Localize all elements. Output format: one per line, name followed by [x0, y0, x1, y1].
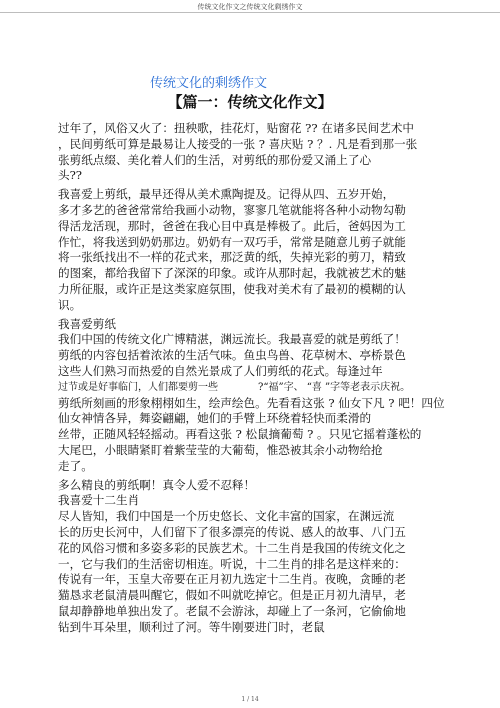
- body-line: 尽人皆知，我们中国是一个历史悠长、文化丰富的国家，在渊远流: [58, 509, 395, 524]
- body-line: 一，它与我们的生活密切相连。听说，十二生肖的排名是这样来的：: [58, 556, 406, 571]
- body-line: 我喜爱剪纸: [58, 316, 116, 331]
- body-line: 传说有一年，玉皇大帝要在正月初九选定十二生肖。夜晚，贪睡的老: [58, 572, 406, 587]
- body-line: 我们中国的传统文化广博精湛，渊远流长。我最喜爱的就是剪纸了！: [58, 332, 406, 347]
- body-line: 这些人们熟习而热爱的自然光景成了人们剪纸的花式。每逢过年: [58, 363, 383, 378]
- page-number: 1 / 14: [241, 696, 259, 703]
- body-line: 鼠却静静地单独出发了。老鼠不会游泳，却碰上了一条河，它偷偷地: [58, 603, 406, 618]
- body-line: 多才多艺的爸爸常常给我画小动物，寥寥几笔就能将各种小动物勾勒: [58, 202, 406, 217]
- body-text: [58, 121, 443, 636]
- body-line: 力所征服，或许正是这类家庭氛围，使我对美术有了最初的模糊的认: [58, 281, 406, 296]
- body-line: 多么精良的剪纸啊！真令人爱不忍释！: [58, 477, 256, 492]
- body-line: 张剪纸点缀、美化着人们的生活，对剪纸的那份爱又涌上了心: [58, 152, 372, 167]
- body-line: 作忙，将我送到奶奶那边。奶奶有一双巧手，常常是随意儿剪子就能: [58, 234, 406, 249]
- header-divider: [0, 12, 500, 13]
- body-line: 我喜爱十二生肖: [58, 493, 140, 508]
- body-line: 得活龙活现，那时，爸爸在我心目中真是棒极了。此后，爸妈因为工: [58, 218, 406, 233]
- body-line: 钻到牛耳朵里，顺利过了河。等牛刚要进门时，老鼠: [58, 619, 325, 634]
- page-header-title: 传统文化作文之传统文化剩绣作文: [197, 3, 303, 11]
- body-line: 花的风俗习惯和多姿多彩的民族艺术。十二生肖是我国的传统文化之: [58, 540, 406, 555]
- document-title: 传统文化的剩绣作文: [150, 76, 268, 91]
- body-line: 将一张纸找出不一样的花式来，那泛黄的纸，失掉光彩的剪刀，精致: [58, 250, 406, 265]
- body-line: ，民间剪纸可算是最易让人接受的一张 ? 喜庆贴 ? ？. 凡是看到那一张: [58, 136, 418, 151]
- body-line: 的图案，都给我留下了深深的印象。或许从那时起，我就被艺术的魅: [58, 266, 406, 281]
- body-line: 头??: [58, 168, 83, 183]
- body-line: 过节或是好事临门，人们都要剪一些 ?“福”字、 “喜 ”字等老表示庆祝。: [58, 381, 411, 393]
- body-line: 剪纸所刻画的形象栩栩如生，绘声绘色。先看看这张 ? 仙女下凡 ? 吧！四位: [58, 395, 445, 410]
- section-heading: 【篇一：传统文化作文】: [167, 93, 333, 111]
- body-line: 过年了，风俗又火了：扭秧歌，挂花灯，贴窗花 ?? 在诸多民间艺术中: [58, 121, 415, 135]
- body-line: 丝带，正随风轻轻摇动。再看这张 ? 松鼠摘葡萄 ? 。只见它摇着蓬松的: [58, 427, 422, 442]
- body-line: 大尾巴，小眼睛紧盯着紫莹莹的大葡萄，惟恐被其余小动物给抢: [58, 442, 383, 457]
- body-line: 猫恳求老鼠清晨叫醒它，假如不叫就吃掉它。但是正月初九清早，老: [58, 588, 406, 603]
- body-line: 走了。: [58, 458, 93, 473]
- body-line: 剪纸的内容包括着浓浓的生活气味。鱼虫鸟兽、花草树木、亭桥景色: [58, 348, 406, 363]
- body-line: 我喜爱上剪纸，最早还得从美术熏陶提及。记得从四、五岁开始，: [58, 187, 395, 202]
- body-line: 长的历史长河中，人们留下了很多漂亮的传说、感人的故事、八门五: [58, 524, 406, 539]
- body-line: 仙女神情各异，舞姿翩翩，她们的手臂上环绕着轻快而柔滑的: [58, 411, 372, 426]
- body-line: 识。: [58, 297, 82, 312]
